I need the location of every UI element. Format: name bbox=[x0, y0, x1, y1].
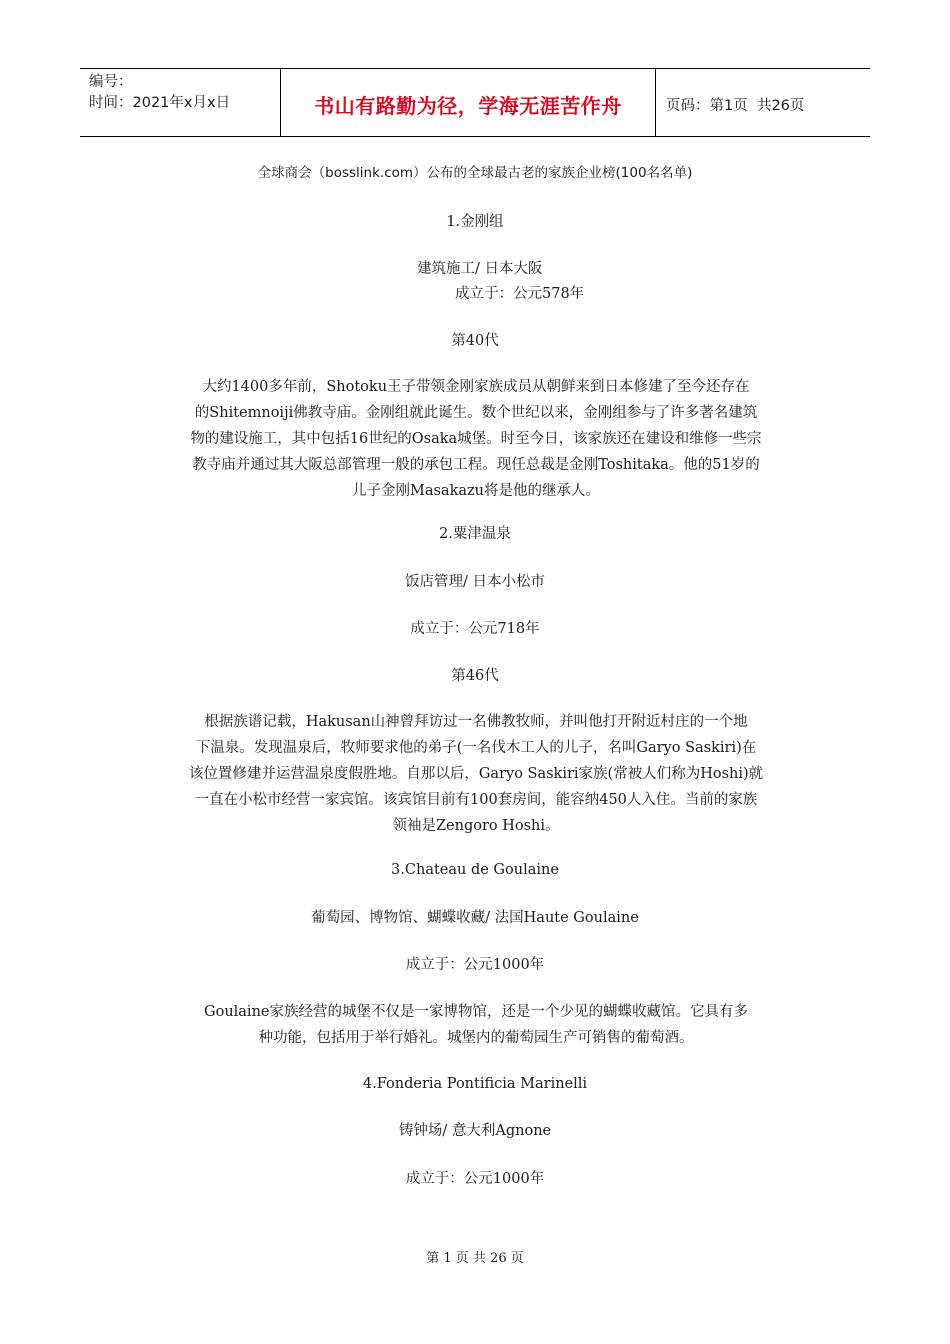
description-line: 儿子金刚Masakazu将是他的继承人。 bbox=[352, 483, 600, 499]
description-line: 领袖是Zengoro Hoshi。 bbox=[392, 818, 560, 834]
entry-description bbox=[148, 709, 804, 839]
description-line: 的Shitemnoiji佛教寺庙。金刚组就此诞生。数个世纪以来，金刚组参与了许多著名建筑 bbox=[194, 405, 758, 421]
entry-heading: 2.粟津温泉 bbox=[439, 526, 511, 542]
entry-heading: 1.金刚组 bbox=[446, 214, 504, 230]
header-motto: 书山有路勤为径，学海无涯苦作舟 bbox=[281, 69, 656, 136]
page-footer bbox=[0, 1247, 950, 1266]
entry-generation: 第40代 bbox=[451, 333, 499, 349]
entry-industry: 建筑施工/ 日本大阪 bbox=[417, 261, 543, 277]
entry-founded: 成立于：公元1000年 bbox=[405, 957, 545, 973]
entry-founded: 成立于：公元578年 bbox=[455, 286, 585, 302]
page-count-label: 页码：第1页 共26页 bbox=[666, 98, 805, 114]
entry-generation: 第46代 bbox=[451, 668, 499, 684]
page-header bbox=[80, 68, 870, 137]
entry-description bbox=[148, 999, 804, 1051]
header-page-info bbox=[656, 69, 870, 136]
entry-founded: 成立于：公元718年 bbox=[410, 621, 540, 637]
description-line: 一直在小松市经营一家宾馆。该宾馆目前有100套房间，能容纳450人入住。当前的家族 bbox=[194, 792, 758, 808]
document-title: 全球商会（bosslink.com）公布的全球最古老的家族企业榜(100名名单) bbox=[257, 165, 693, 181]
document-number-label: 编号： bbox=[89, 74, 133, 90]
entry-heading: 3.Chateau de Goulaine bbox=[391, 862, 559, 878]
description-line: 种功能，包括用于举行婚礼。城堡内的葡萄园生产可销售的葡萄酒。 bbox=[258, 1030, 694, 1046]
entry-industry: 葡萄园、博物馆、蝴蝶收藏/ 法国Haute Goulaine bbox=[311, 910, 639, 926]
entry-founded: 成立于：公元1000年 bbox=[405, 1171, 545, 1187]
entry-industry: 铸钟场/ 意大利Agnone bbox=[398, 1123, 552, 1139]
description-line: 大约1400多年前，Shotoku王子带领金刚家族成员从朝鲜来到日本修建了至今还存在 bbox=[202, 379, 750, 395]
description-line: 物的建设施工，其中包括16世纪的Osaka城堡。时至今日，该家族还在建设和维修一些宗 bbox=[190, 431, 762, 447]
description-line: 该位置修建并运营温泉度假胜地。自那以后，Garyo Saskiri家族(常被人们称为Hoshi)就 bbox=[188, 766, 764, 782]
description-line: Goulaine家族经营的城堡不仅是一家博物馆，还是一个少见的蝴蝶收藏馆。它具有多 bbox=[204, 1004, 748, 1020]
description-line: 教寺庙并通过其大阪总部管理一般的承包工程。现任总裁是金刚Toshitaka。他的51岁的 bbox=[192, 457, 760, 473]
description-line: 下温泉。发现温泉后，牧师要求他的弟子(一名伐木工人的儿子，名叫Garyo Saskiri)在 bbox=[195, 740, 757, 756]
description-line: 根据族谱记载，Hakusan山神曾拜访过一名佛教牧师，并叫他打开附近村庄的一个地 bbox=[204, 714, 748, 730]
entry-heading: 4.Fonderia Pontificia Marinelli bbox=[362, 1076, 588, 1092]
footer-page-number: 第 1 页 共 26 页 bbox=[426, 1251, 524, 1266]
document-date-label: 时间：2021年x月x日 bbox=[89, 95, 231, 111]
entry-description bbox=[148, 374, 804, 504]
entry-industry: 饭店管理/ 日本小松市 bbox=[405, 574, 545, 590]
header-meta bbox=[80, 69, 281, 136]
